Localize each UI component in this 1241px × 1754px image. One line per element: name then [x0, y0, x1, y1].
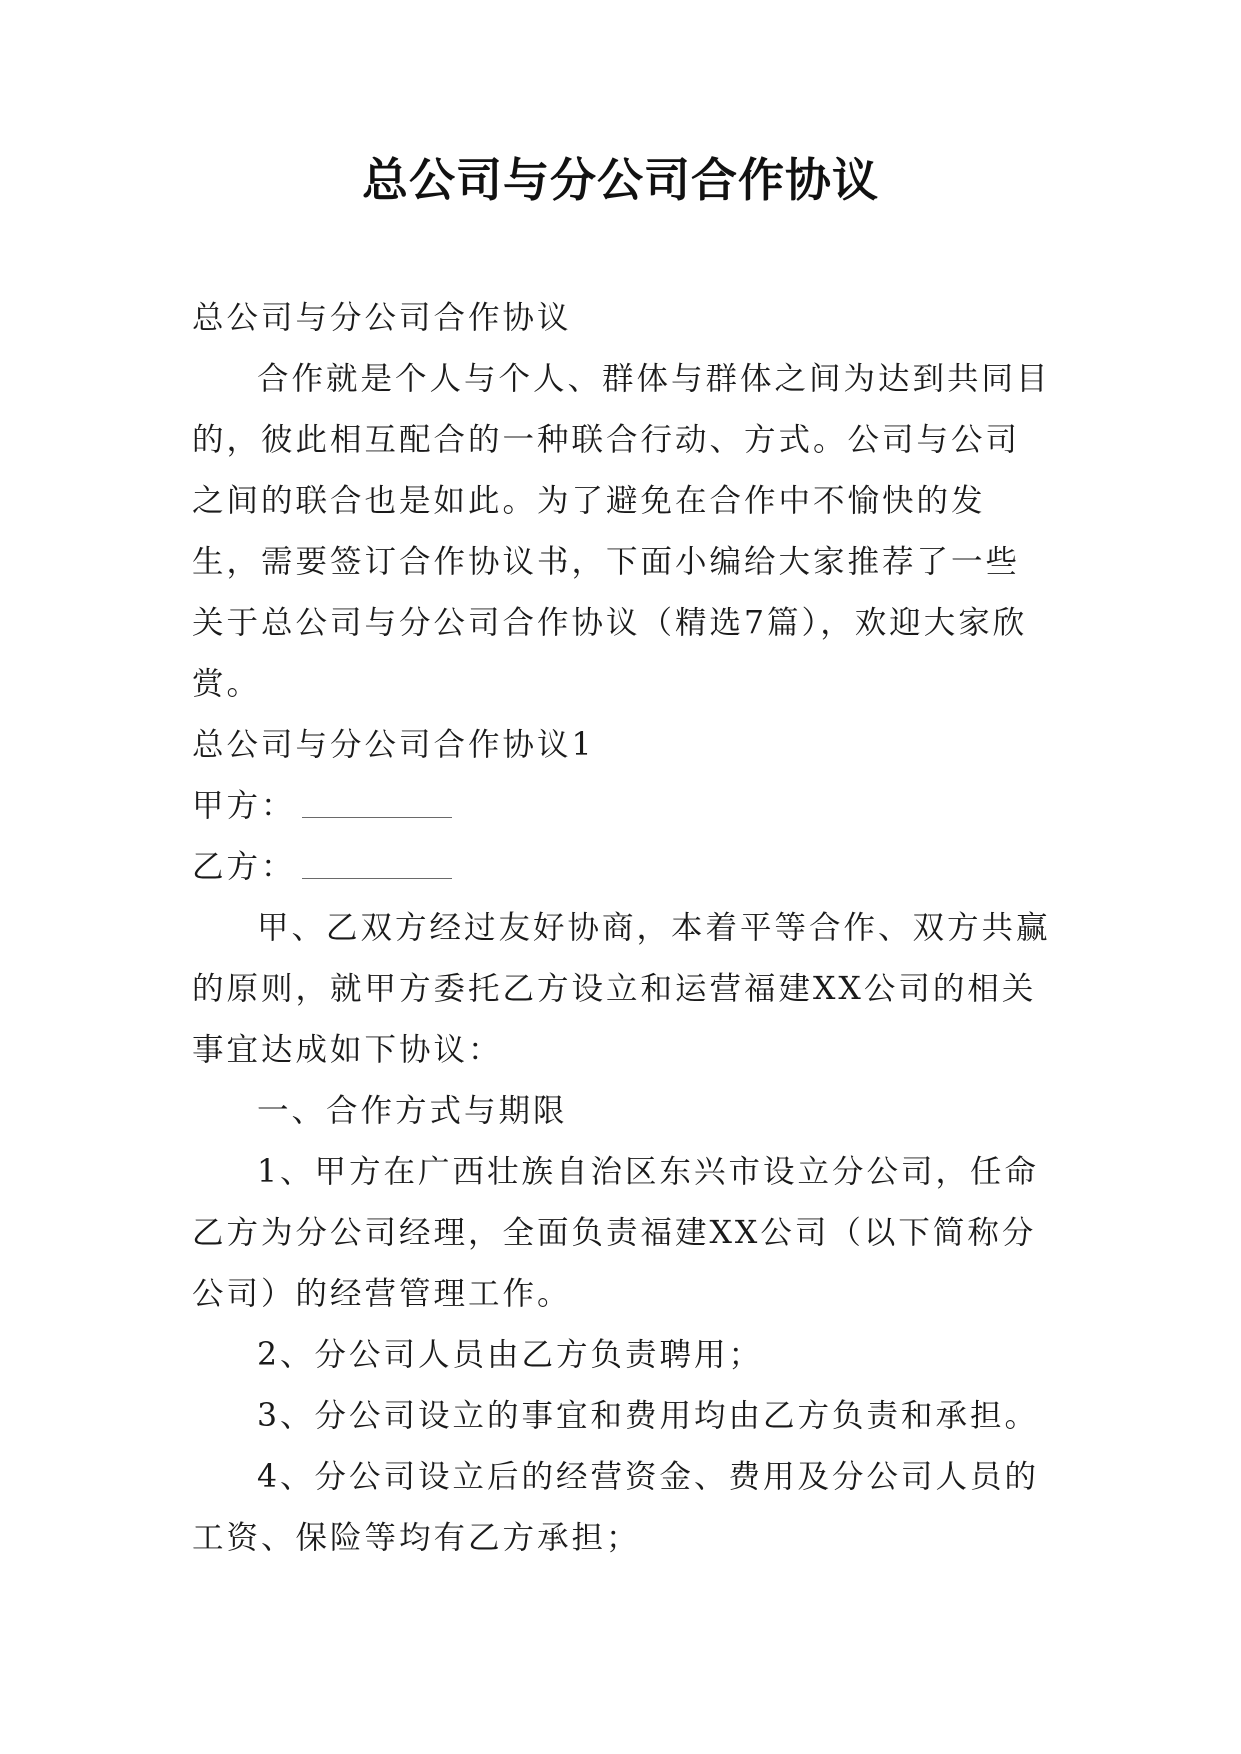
intro-paragraph: 合作就是个人与个人、群体与群体之间为达到共同目的，彼此相互配合的一种联合行动、方式。公司与公司之间的联合也是如此。为了避免在合作中不愉快的发生，需要签订合作协议书，下面小编给大家推荐了一些关于总公司与分公司合作协议（精选7篇），欢迎大家欣赏。	[192, 361, 1051, 702]
party-a-label: 甲方：	[192, 788, 296, 824]
section-heading: 总公司与分公司合作协议1	[192, 727, 595, 763]
preamble-paragraph: 甲、乙双方经过友好协商，本着平等合作、双方共赢的原则，就甲方委托乙方设立和运营福建XX公司的相关事宜达成如下协议：	[192, 910, 1051, 1068]
clause-item-2: 2、分公司人员由乙方负责聘用；	[257, 1337, 764, 1373]
party-b-label: 乙方：	[192, 849, 296, 885]
document-title: 总公司与分公司合作协议	[362, 153, 879, 207]
document-body	[192, 288, 1052, 1569]
clause-heading: 一、合作方式与期限	[257, 1093, 568, 1129]
clause-item-3: 3、分公司设立的事宜和费用均由乙方负责和承担。	[257, 1398, 1040, 1434]
document-subtitle: 总公司与分公司合作协议	[192, 300, 572, 336]
party-b-blank	[302, 848, 452, 879]
clause-item-1: 1、甲方在广西壮族自治区东兴市设立分公司，任命乙方为分公司经理，全面负责福建XX公司（以下简称分公司）的经营管理工作。	[192, 1154, 1040, 1312]
party-b-line	[192, 837, 1052, 898]
party-a-line	[192, 776, 1052, 837]
clause-item-4: 4、分公司设立后的经营资金、费用及分公司人员的工资、保险等均有乙方承担；	[192, 1459, 1040, 1556]
party-a-blank	[302, 787, 452, 818]
